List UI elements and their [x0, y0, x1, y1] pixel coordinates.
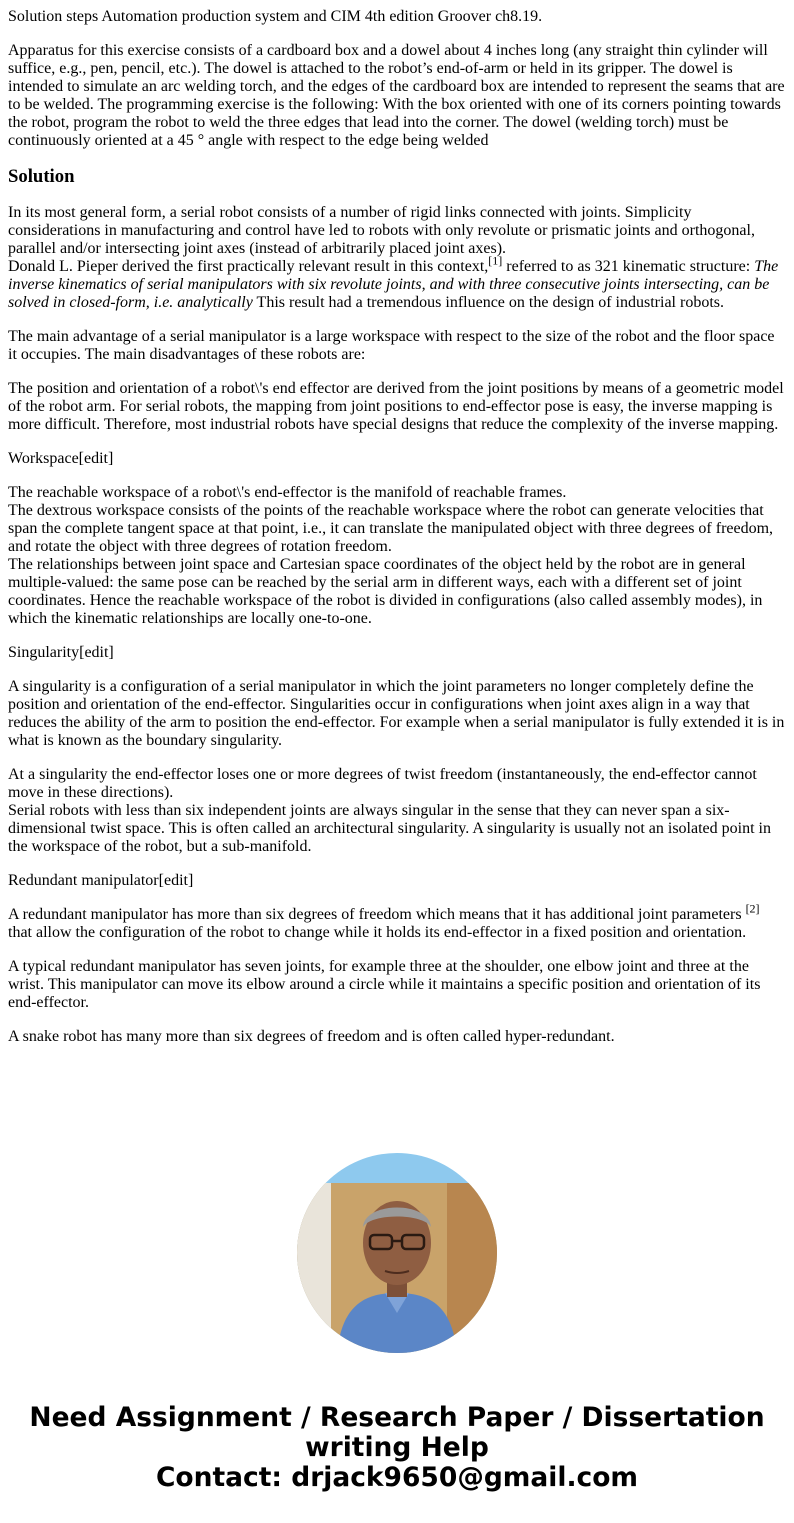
avatar: [297, 1153, 497, 1353]
avatar-window: [297, 1183, 331, 1353]
paragraph-text: At a singularity the end-effector loses one or more degrees of twist freedom (instantaneously, the end-effector cannot move in these directions).: [8, 766, 757, 801]
section-label-singularity: Singularity[edit]: [8, 644, 114, 661]
document-title: Solution steps Automation production system and CIM 4th edition Groover ch8.19.: [8, 8, 543, 25]
paragraph-singularity-details: [8, 766, 786, 856]
paragraph-redundant-definition: [8, 901, 786, 942]
exercise-intro: Apparatus for this exercise consists of a cardboard box and a dowel about 4 inches long (any straight thin cylinder will suffice, e.g., pen, pencil, etc.). The dowel is attached to the robot’s end-of-arm or held in its gripper. The dowel is intended to simulate an arc welding torch, and the edges of the cardboard box are intended to represent the seams that are to be welded. The programming exercise is the following: With the box oriented with one of its corners pointing towards the robot, program the robot to weld the three edges that lead into the corner. The dowel (welding torch) must be continuously oriented at a 45 ° angle with respect to the edge being welded: [8, 42, 785, 149]
promo-banner: [0, 1403, 794, 1493]
paragraph-advantage: The main advantage of a serial manipulator is a large workspace with respect to the size of the robot and the floor space it occupies. The main disadvantages of these robots are:: [8, 328, 775, 363]
paragraph-text: Donald L. Pieper derived the first practically relevant result in this context,: [8, 258, 489, 275]
paragraph-snake-robot: A snake robot has many more than six degrees of freedom and is often called hyper-redundant.: [8, 1028, 615, 1045]
paragraph-pieper: [8, 253, 786, 312]
section-label-workspace: Workspace[edit]: [8, 450, 114, 467]
paragraph-text: The reachable workspace of a robot\'s end-effector is the manifold of reachable frames.: [8, 484, 567, 501]
paragraph-workspace: [8, 484, 786, 628]
avatar-panel: [447, 1183, 497, 1353]
reference-link-1[interactable]: [1]: [488, 253, 503, 268]
paragraph-text: Serial robots with less than six independent joints are always singular in the sense that they can never span a six-dimensional twist space. This is often called an architectural singularity. A singularity is usually not an isolated point in the workspace of the robot, but a sub-manifold.: [8, 802, 771, 855]
paragraph-text: The dextrous workspace consists of the points of the reachable workspace where the robot can generate velocities that span the complete tangent space at that point, i.e., it can translate the manipulated object with three degrees of freedom, and rotate the object with three degrees of rotation freedom.: [8, 502, 774, 555]
solution-heading: Solution: [8, 166, 75, 187]
paragraph-general-form: [8, 204, 786, 258]
paragraph-text: referred to as 321 kinematic structure:: [502, 258, 755, 275]
promo-contact[interactable]: Contact: drjack9650@gmail.com: [155, 1462, 639, 1493]
paragraph-redundant-typical: A typical redundant manipulator has seven joints, for example three at the shoulder, one elbow joint and three at the wrist. This manipulator can move its elbow around a circle while it maintains a specific position and orientation of its end-effector.: [8, 958, 761, 1011]
paragraph-text: The relationships between joint space and Cartesian space coordinates of the object held by the robot are in general multiple-valued: the same pose can be reached by the serial arm in different ways, each with a different set of joint coordinates. Hence the reachable workspace of the robot is divided in configurations (also called assembly modes), in which the kinematic relationships are locally one-to-one.: [8, 556, 763, 627]
avatar-photo: [297, 1153, 497, 1353]
document-body: [8, 8, 786, 1062]
paragraph-position-orientation: The position and orientation of a robot\'s end effector are derived from the joint positions by means of a geometric model of the robot arm. For serial robots, the mapping from joint positions to end-effector pose is easy, the inverse mapping is more difficult. Therefore, most industrial robots have special designs that reduce the complexity of the inverse mapping.: [8, 380, 784, 433]
italic-quote: The inverse kinematics of serial manipulators with six revolute joints, and with three consecutive joints intersecting, can be solved in closed-form, i.e. analytically: [8, 258, 779, 311]
paragraph-singularity-definition: A singularity is a configuration of a serial manipulator in which the joint parameters no longer completely define the position and orientation of the end-effector. Singularities occur in configurations when joint axes align in a way that reduces the ability of the arm to position the end-effector. For example when a serial manipulator is fully extended it is in what is known as the boundary singularity.: [8, 678, 785, 749]
section-label-redundant: Redundant manipulator[edit]: [8, 872, 194, 889]
paragraph-text: A redundant manipulator has more than six degrees of freedom which means that it has additional joint parameters: [8, 906, 746, 923]
reference-link-2[interactable]: [2]: [745, 901, 760, 916]
paragraph-text: This result had a tremendous influence on the design of industrial robots.: [252, 294, 724, 311]
paragraph-text: that allow the configuration of the robot to change while it holds its end-effector in a fixed position and orientation.: [8, 924, 747, 941]
promo-line-1: Need Assignment / Research Paper / Dissertation: [29, 1402, 765, 1433]
promo-line-2: writing Help: [305, 1432, 489, 1463]
paragraph-text: In its most general form, a serial robot consists of a number of rigid links connected with joints. Simplicity considerations in manufacturing and control have led to robots with only revolute or prismatic joints and orthogonal, parallel and/or intersecting joint axes (instead of arbitrarily placed joint axes).: [8, 204, 755, 257]
